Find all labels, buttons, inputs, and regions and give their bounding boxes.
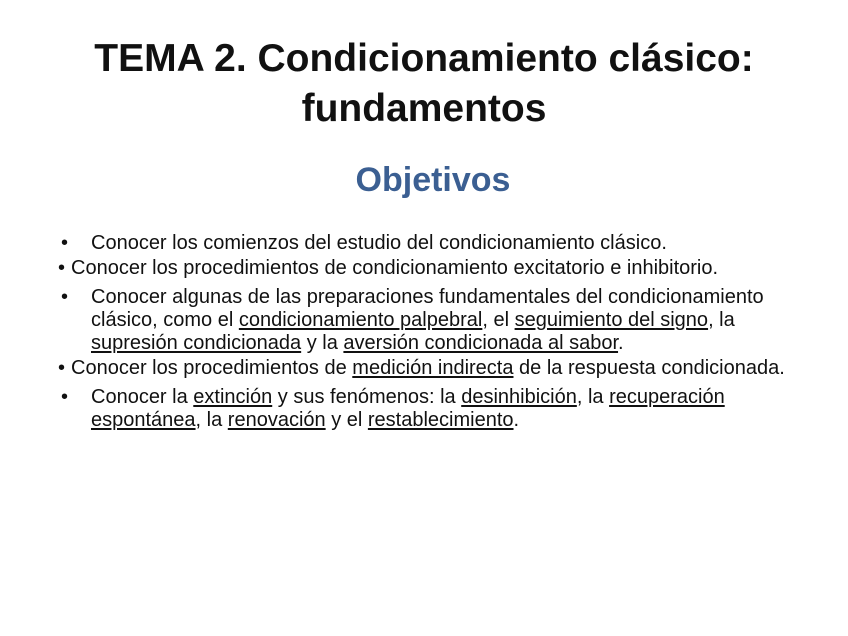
objective-text: Conocer los comienzos del estudio del condicionamiento clásico. [91,232,667,254]
bullet-icon: • [61,232,69,254]
objective-item [58,257,818,280]
key-term: restablecimiento [367,409,514,431]
objectives-list [58,232,818,432]
objective-text: y la [301,332,344,354]
key-term: seguimiento del signo [514,309,709,331]
objective-text: , la [576,386,610,408]
key-term: condicionamiento palpebral [238,309,483,331]
objective-text: y sus fenómenos: la [272,386,462,408]
objective-text: , el [482,309,515,331]
key-term: aversión condicionada al sabor [343,332,619,354]
objective-item [58,286,818,355]
slide-title [0,34,848,134]
key-term: extinción [193,386,273,408]
objective-text: . [513,409,520,431]
key-term: medición indirecta [352,357,514,379]
key-term: supresión condicionada [91,332,302,354]
objective-text: Conocer los procedimientos de [71,357,353,379]
objective-item [58,357,818,380]
bullet-icon: • [58,357,66,379]
objective-text: Conocer los procedimientos de condicionamiento excitatorio e inhibitorio. [71,257,719,279]
objective-item [58,232,818,255]
objective-text: Conocer algunas de las preparaciones fundamentales del condicionamiento clásico, como el [91,286,764,331]
objective-text: . [618,332,624,354]
bullet-icon: • [61,386,69,408]
section-heading: Objetivos [355,161,511,199]
objective-text: , la [195,409,228,431]
key-term: renovación [227,409,326,431]
objective-text: de la respuesta condicionada. [513,357,785,379]
title-line-2: fundamentos [301,87,547,130]
key-term: recuperación espontánea [91,386,725,431]
bullet-icon: • [61,286,69,308]
objective-item [58,386,818,432]
key-term: desinhibición [461,386,577,408]
bullet-icon: • [58,257,66,279]
objective-text: Conocer la [91,386,194,408]
title-line-1: TEMA 2. Condicionamiento clásico: [94,37,754,80]
objective-text: , la [708,309,735,331]
objective-text: y el [325,409,368,431]
